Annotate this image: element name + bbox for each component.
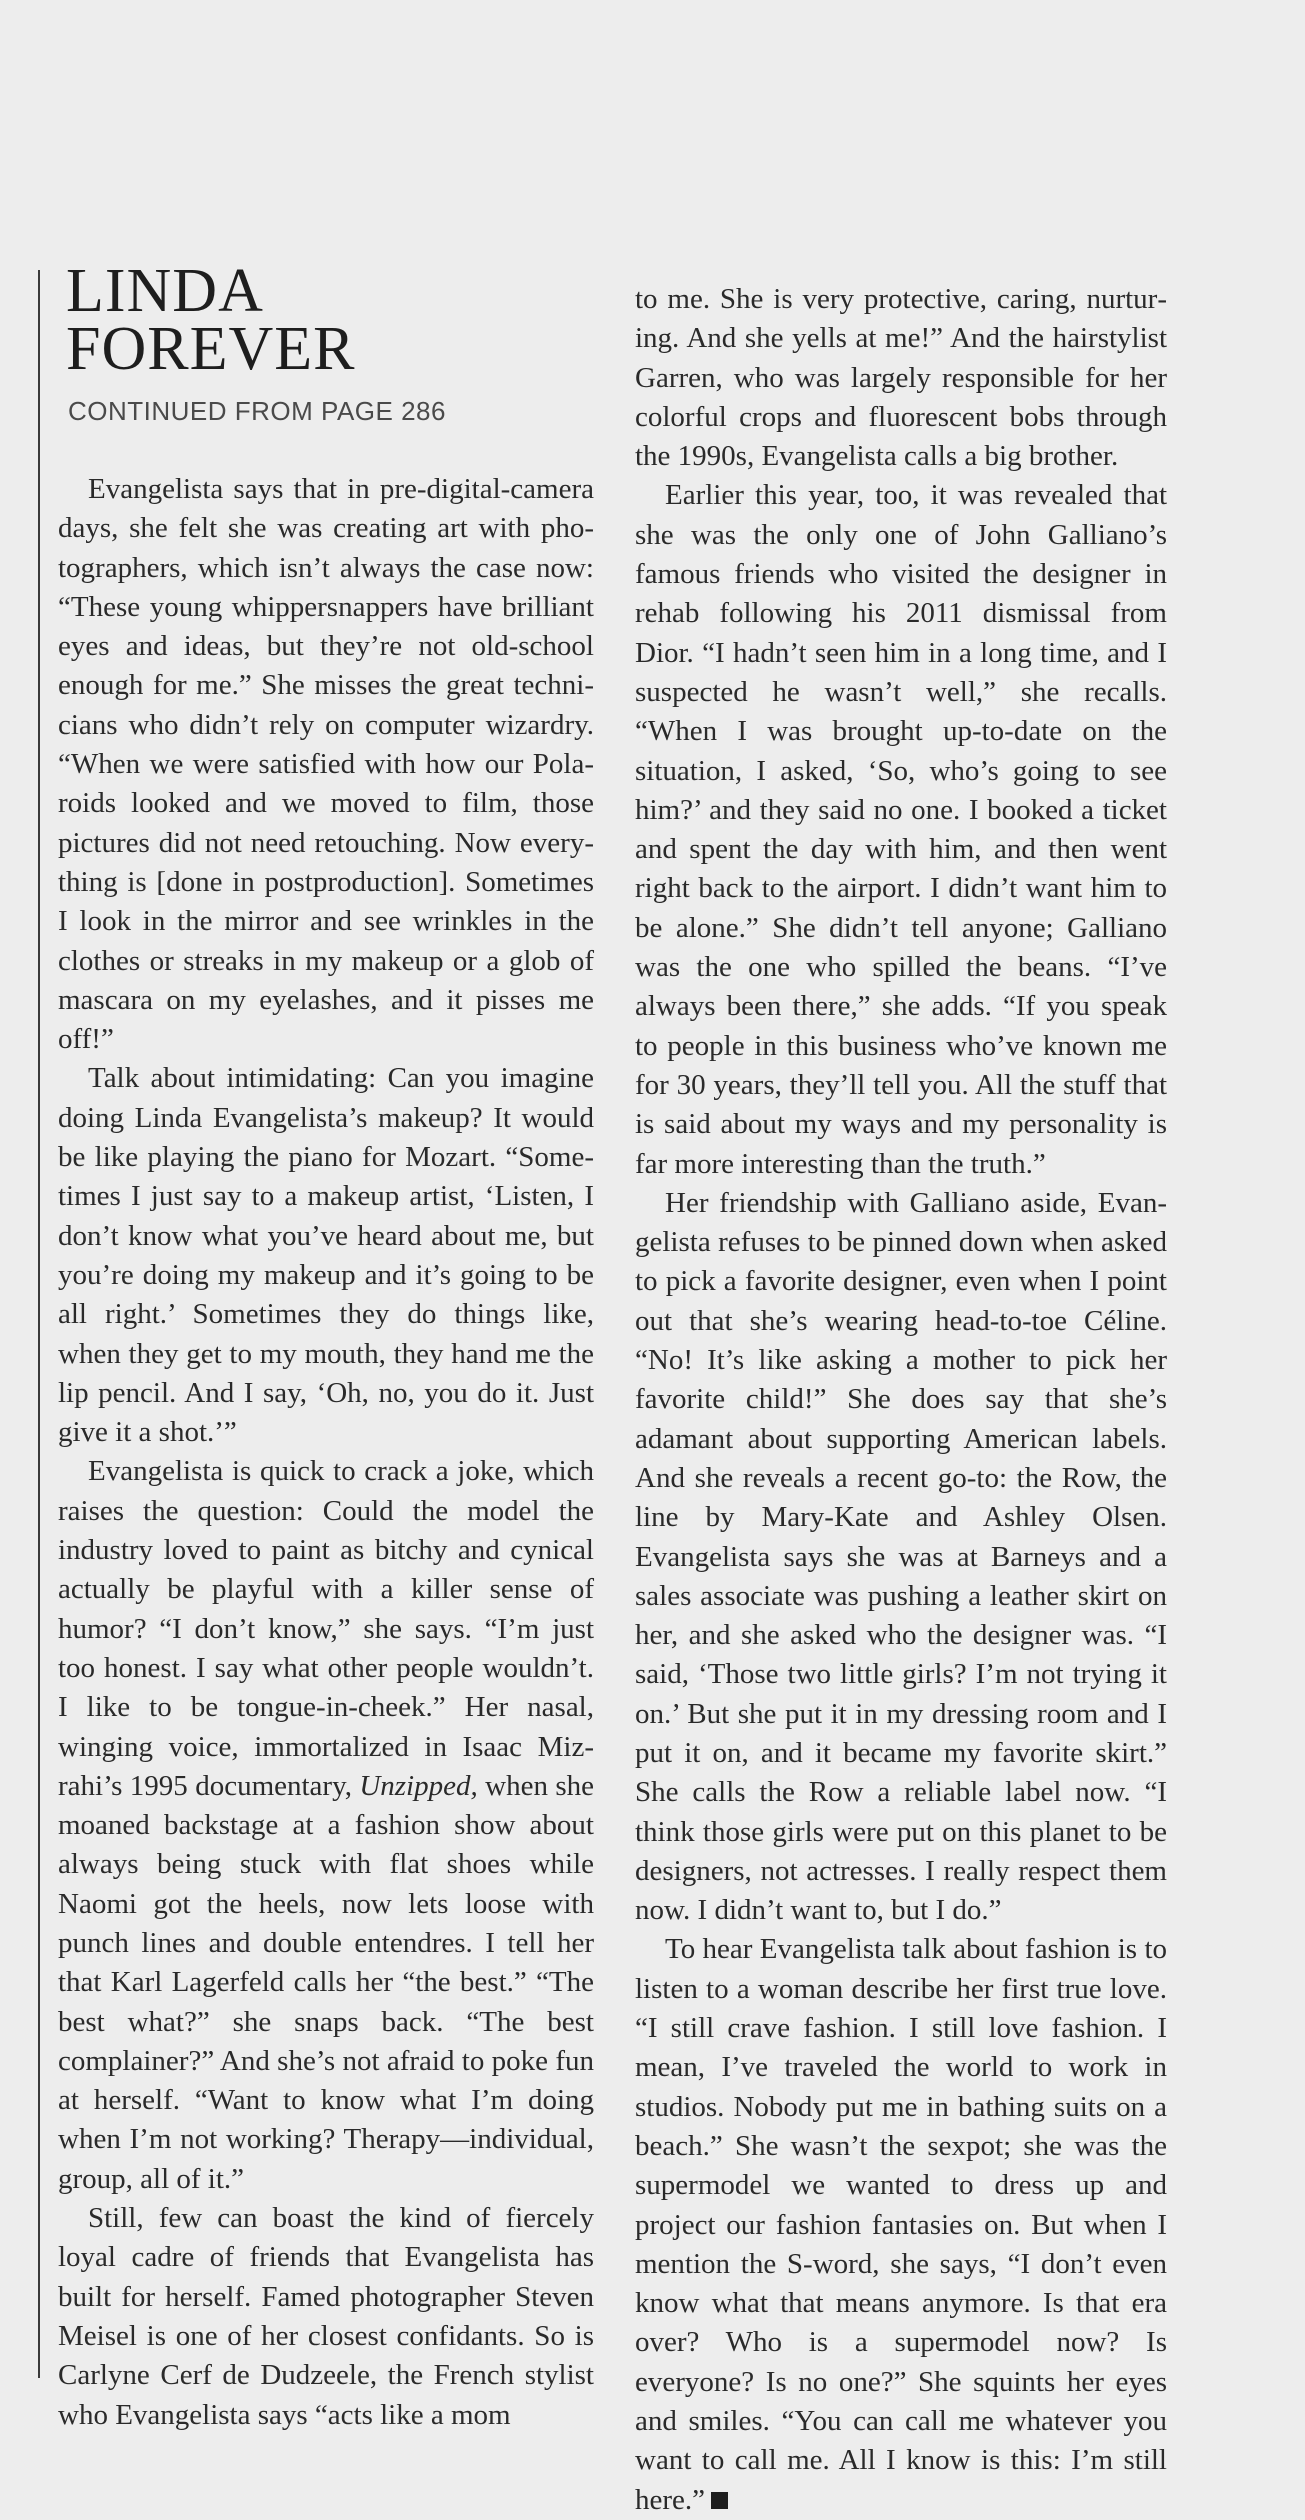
vertical-rule <box>38 270 40 2378</box>
article-column-right <box>635 280 1167 2520</box>
paragraph: to me. She is very protective, caring, nurturing. And she yells at me!” And the hairstylist Garren, who was largely responsible for her colorful crops and fluorescent bobs through the 1990s, Evangelista calls a big brother. <box>635 283 1167 473</box>
paragraph: Earlier this year, too, it was revealed that she was the only one of John Galliano’s famous friends who visited the designer in rehab following his 2011 dismissal from Dior. “I hadn’t seen him in a long time, and I suspected he wasn’t well,” she recalls. “When I was brought up-to-date on the situation, I asked, ‘So, who’s going to see him?’ and they said no one. I booked a ticket and spent the day with him, and then went right back to the airport. I didn’t want him to be alone.” She didn’t tell anyone; Galliano was the one who spilled the beans. “I’ve always been there,” she adds. “If you speak to people in this business who’ve known me for 30 years, they’ll tell you. All the stuff that is said about my ways and my personality is far more interesting than the truth.” <box>635 479 1167 1180</box>
end-mark-icon <box>711 2492 728 2509</box>
paragraph: Talk about intimidating: Can you imagine doing Linda Evangelista’s makeup? It would be like playing the piano for Mozart. “Sometimes I just say to a makeup artist, ‘Listen, I don’t know what you’ve heard about me, but you’re doing my makeup and it’s going to be all right.’ Sometimes they do things like, when they get to my mouth, they hand me the lip pencil. And I say, ‘Oh, no, you do it. Just give it a shot.’” <box>58 1062 594 1449</box>
paragraph-final-text: To hear Evangelista talk about fashion is to listen to a woman describe her first true love. “I still crave fashion. I still love fashion. I mean, I’ve traveled the world to work in studios. Nobody put me in bathing suits on a beach.” She wasn’t the sexpot; she was the supermodel we wanted to dress up and project our fashion fantasies on. But when I mention the S-word, she says, “I don’t even know what that means anymore. Is that era over? Who is a supermodel now? Is everyone? Is no one?” She squints her eyes and smiles. “You can call me whatever you want to call me. All I know is this: I’m still here.” <box>635 1933 1167 2516</box>
article-column-left <box>58 470 594 2435</box>
paragraph: Evangelista says that in pre-digital-camera days, she felt she was creating art with photographers, which isn’t always the case now: “These young whippersnappers have brilliant eyes and ideas, but they’re not old-school enough for me.” She misses the great technicians who didn’t rely on computer wizardry. “When we were satisfied with how our Polaroids looked and we moved to film, those pictures did not need retouching. Now everything is [done in postproduction]. Sometimes I look in the mirror and see wrinkles in the clothes or streaks in my makeup or a glob of mascara on my eyelashes, and it pisses me off!” <box>58 473 594 1056</box>
continued-from-label: CONTINUED FROM PAGE 286 <box>68 396 446 426</box>
headline-line-2: FOREVER <box>66 315 356 383</box>
paragraph: Still, few can boast the kind of fiercely loyal cadre of friends that Evangelista has built for herself. Famed photographer Steven Meisel is one of her closest confidants. So is Carlyne Cerf de Dudzeele, the French stylist who Evangelista says “acts like a mom <box>58 2202 594 2431</box>
headline <box>66 257 356 383</box>
headline-line-1: LINDA <box>66 257 264 325</box>
film-title: Unzipped, <box>359 1769 478 1802</box>
paragraph: Her friendship with Galliano aside, Evangelista refuses to be pinned down when asked to pick a favorite designer, even when I point out that she’s wearing head-to-toe Céline. “No! It’s like asking a mother to pick her favorite child!” She does say that she’s adamant about supporting American labels. And she reveals a recent go-to: the Row, the line by Mary-Kate and Ashley Olsen. Evangelista says she was at Barneys and a sales associate was pushing a leather skirt on her, and she asked who the designer was. “I said, ‘Those two little girls? I’m not trying it on.’ But she put it in my dressing room and I put it on, and it became my favorite skirt.” She calls the Row a reliable label now. “I think those girls were put on this planet to be designers, not actresses. I really respect them now. I didn’t want to, but I do.” <box>635 1186 1167 1927</box>
paragraph: Evangelista is quick to crack a joke, which raises the question: Could the model the industry loved to paint as bitchy and cynical actually be playful with a killer sense of humor? “I don’t know,” she says. “I’m just too honest. I say what other people wouldn’t. I like to be tongue-in-cheek.” Her nasal, winging voice, immortalized in Isaac Mizrahi’s 1995 documentary, Unzipped, when she moaned backstage at a fashion show about always being stuck with flat shoes while Naomi got the heels, now lets loose with punch lines and double entendres. I tell her that Karl Lagerfeld calls her “the best.” “The best what?” she snaps back. “The best complainer?” And she’s not afraid to poke fun at herself. “Want to know what I’m doing when I’m not working? Therapy—individual, group, all of it.” <box>58 1455 594 2195</box>
paragraph-final <box>635 1930 1167 2519</box>
